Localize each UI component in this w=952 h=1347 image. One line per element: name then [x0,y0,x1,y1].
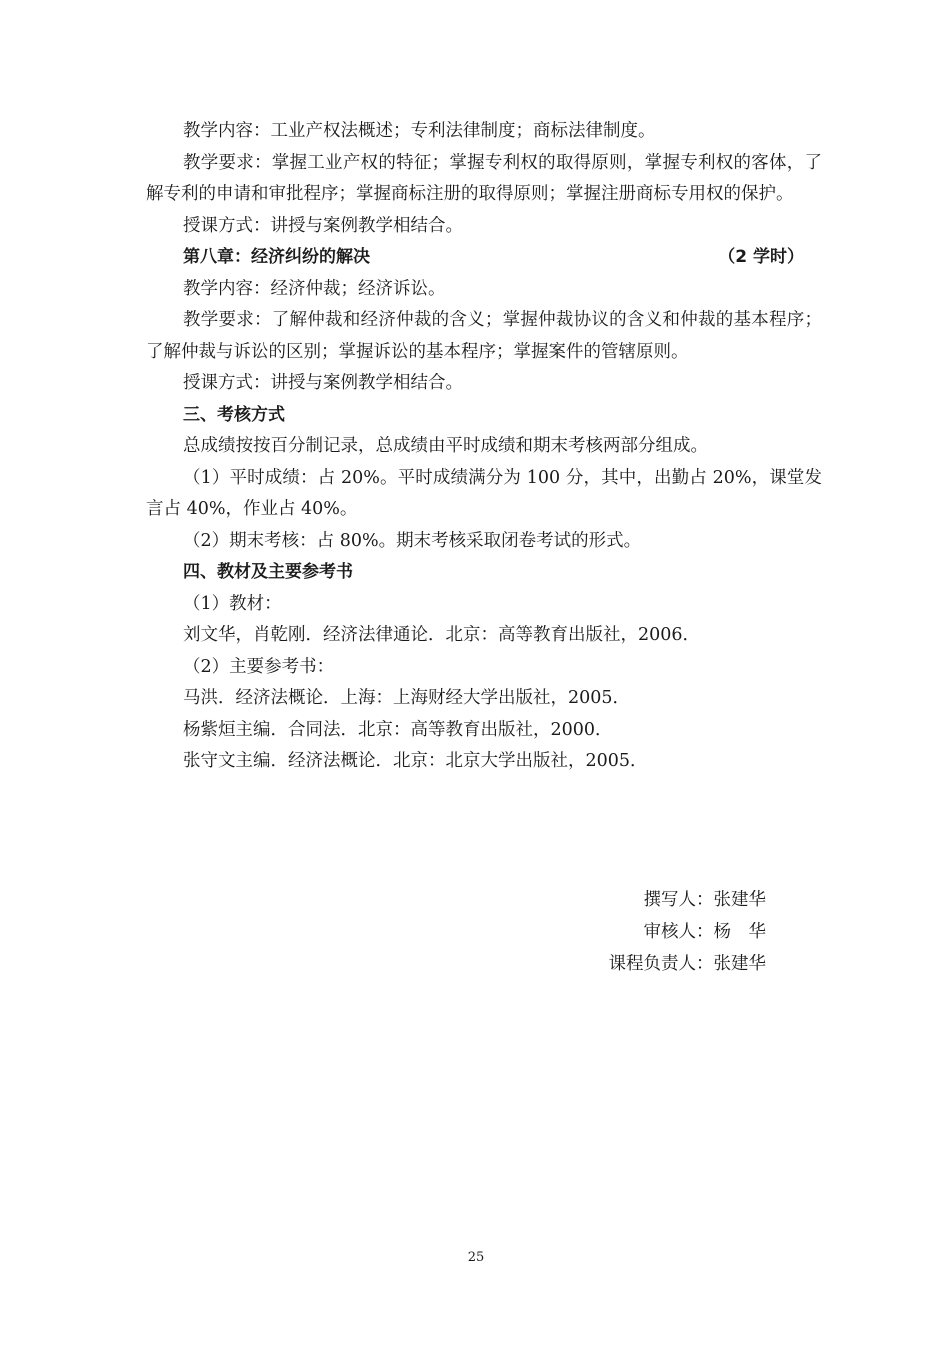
reference-entry: 杨紫烜主编．合同法．北京：高等教育出版社，2000． [183,719,613,740]
chapter8-method: 授课方式：讲授与案例教学相结合。 [183,373,463,393]
signature-author: 撰写人：张建华 [643,890,766,910]
assessment-usual: （1）平时成绩：占 20%。平时成绩满分为 100 分，其中，出勤占 20%，课堂发言占 40%，作业占 40%。 [146,467,822,519]
chapter7-content: 教学内容：工业产权法概述；专利法律制度；商标法律制度。 [183,121,656,141]
chapter8-content: 教学内容：经济仲裁；经济诉讼。 [183,278,446,299]
signature-course-lead: 课程负责人：张建华 [608,954,766,974]
chapter8-heading [146,242,822,274]
textbook-label: （1）教材： [183,593,282,614]
document-body [146,116,822,778]
chapter8-hours: （2 学时） [718,247,804,267]
assessment-final: （2）期末考核：占 80%。期末考核采取闭卷考试的形式。 [183,530,642,551]
references-label: （2）主要参考书： [183,656,335,677]
chapter8-title: 第八章：经济纠纷的解决 [183,247,370,267]
page-number: 25 [467,1250,485,1265]
signature-block [590,884,810,980]
textbooks-heading: 四、教材及主要参考书 [183,562,353,582]
assessment-summary: 总成绩按按百分制记录，总成绩由平时成绩和期末考核两部分组成。 [183,436,708,456]
reference-entry: 马洪．经济法概论．上海：上海财经大学出版社，2005． [183,688,631,708]
chapter8-requirements: 教学要求：了解仲裁和经济仲裁的含义；掌握仲裁协议的含义和仲裁的基本程序；了解仲裁与诉讼的区别；掌握诉讼的基本程序；掌握案件的管辖原则。 [146,310,822,362]
assessment-heading: 三、考核方式 [183,404,285,425]
textbook-entry: 刘文华，肖乾刚．经济法律通论．北京：高等教育出版社，2006． [183,625,701,645]
signature-reviewer: 审核人：杨 华 [643,922,766,942]
reference-entry: 张守文主编．经济法概论．北京：北京大学出版社，2005． [183,751,648,771]
chapter7-method: 授课方式：讲授与案例教学相结合。 [183,215,463,236]
chapter7-requirements: 教学要求：掌握工业产权的特征；掌握专利权的取得原则，掌握专利权的客体，了解专利的申请和审批程序；掌握商标注册的取得原则；掌握注册商标专用权的保护。 [146,152,822,204]
